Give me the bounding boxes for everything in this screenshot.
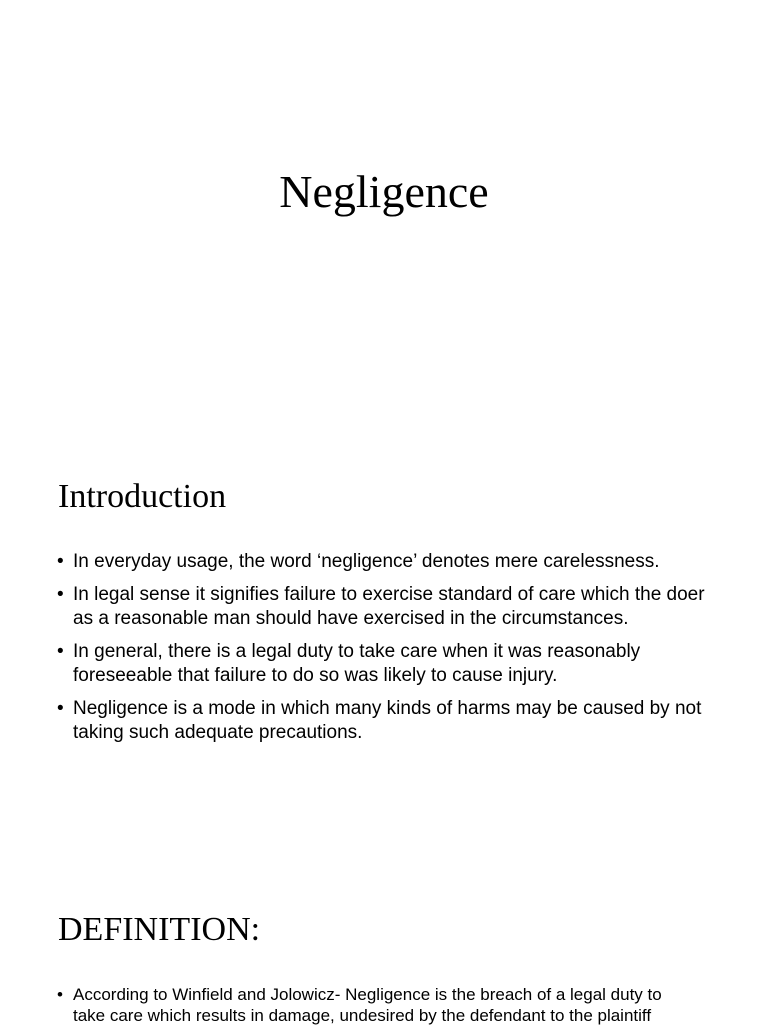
bullet-icon: •	[57, 698, 64, 719]
bullet-icon: •	[57, 641, 64, 662]
introduction-bullet-list	[57, 550, 717, 754]
bullet-text: According to Winfield and Jolowicz- Negligence is the breach of a legal duty to take care which results in damage, undesired by the defendant to the plaintiff	[73, 985, 662, 1025]
slide-title: Negligence	[279, 166, 489, 217]
introduction-slide	[0, 440, 768, 840]
list-item	[57, 583, 717, 631]
bullet-text: In legal sense it signifies failure to exercise standard of care which the doer as a reasonable man should have exercised in the circumstances.	[73, 584, 705, 629]
section-heading-definition: DEFINITION:	[58, 911, 261, 948]
bullet-icon: •	[57, 985, 63, 1004]
list-item	[57, 640, 717, 688]
title-slide	[0, 0, 768, 310]
list-item	[57, 697, 717, 745]
section-heading-introduction: Introduction	[58, 478, 227, 515]
list-item	[57, 984, 697, 1026]
definition-slide	[0, 880, 768, 1024]
bullet-text: In everyday usage, the word ‘negligence’ denotes mere carelessness.	[73, 551, 660, 572]
definition-bullet-list	[57, 984, 697, 1035]
bullet-icon: •	[57, 584, 64, 605]
list-item	[57, 550, 717, 574]
bullet-text: Negligence is a mode in which many kinds of harms may be caused by not taking such adequate precautions.	[73, 698, 702, 743]
bullet-text: In general, there is a legal duty to take care when it was reasonably foreseeable that failure to do so was likely to cause injury.	[73, 641, 641, 686]
bullet-icon: •	[57, 551, 64, 572]
